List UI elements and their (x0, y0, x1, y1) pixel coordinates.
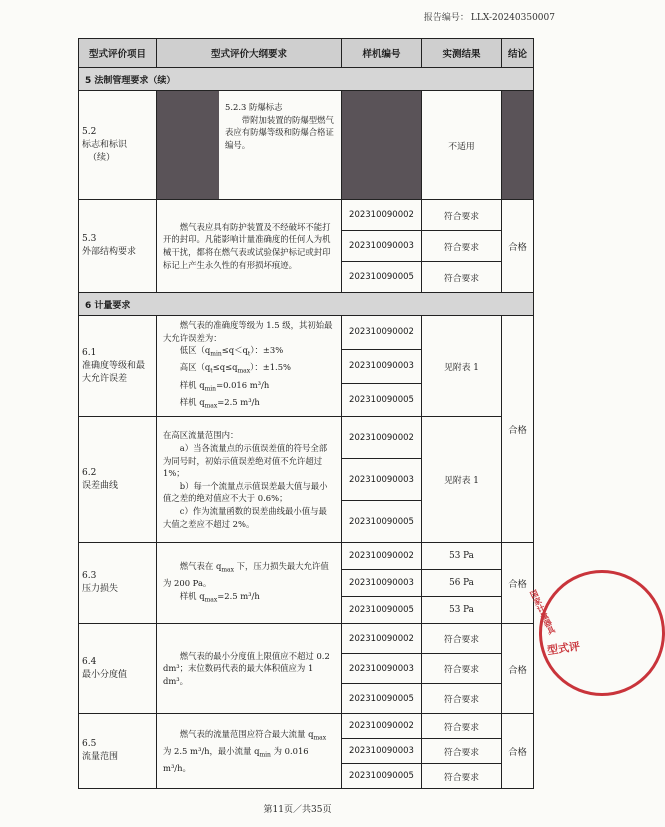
evaluation-table (78, 38, 534, 789)
table-row-6-1 (79, 316, 534, 350)
measured-result: 53 Pa (422, 597, 502, 624)
sample-number: 202310090002 (342, 200, 422, 231)
conclusion-6-1-6-2: 合格 (502, 316, 534, 543)
measured-result: 53 Pa (422, 543, 502, 570)
sample-number: 202310090003 (342, 654, 422, 684)
redaction-block-sample (342, 91, 422, 200)
table-row-6-4 (79, 624, 534, 654)
seal-text: 型式评 (546, 639, 581, 658)
official-seal (528, 570, 595, 710)
measured-result: 56 Pa (422, 570, 502, 597)
item-name: 外部结构要求 (82, 247, 137, 257)
sample-number: 202310090005 (342, 684, 422, 714)
sample-number: 202310090003 (342, 570, 422, 597)
requirement-6-2: 在高区流量范围内： a）当各流量点的示值误差值的符号全部为同号时，初始示值误差绝对值不允许超过 1%； b）每一个流量点示值误差最大值与最小值之差的绝对值应不大于 0.6%； c）作为流量函数的误差曲线最小值与最大值之差应不超过 2%。 (157, 417, 342, 543)
item-5-3 (79, 200, 157, 293)
item-name: 误差曲线 (82, 480, 119, 491)
item-6-4 (79, 624, 157, 714)
measured-result: 符合要求 (422, 764, 502, 789)
table-row-5-3 (79, 200, 534, 231)
section-heading-6: 6 计量要求 (79, 293, 534, 316)
item-name: 最小分度值 (82, 669, 128, 680)
sample-number: 202310090003 (342, 231, 422, 262)
requirement-6-1: 燃气表的准确度等级为 1.5 级，其初始最大允许误差为： 低区$(q_{min}\le q<q_t)$：±3% 高区$(q_t\le q\le q_{max})$：±1.5% 样机 $q_{min}=0.016$ m³/h 样机 $q_{max}=2.5$ m³/h (157, 316, 342, 417)
item-number: 6.2 (82, 467, 97, 478)
col-header-requirement: 型式评价大纲要求 (157, 39, 342, 68)
sample-number: 202310090005 (342, 597, 422, 624)
item-name: 流量范围 (82, 752, 119, 763)
result-5-2: 不适用 (422, 91, 502, 200)
measured-result: 符合要求 (422, 262, 502, 293)
requirement-6-4: 燃气表的最小分度值上限值应不超过 0.2 dm³；末位数码代表的最大体积值应为 1 dm³。 (157, 624, 342, 714)
sample-number: 202310090005 (342, 764, 422, 789)
item-5-2 (79, 91, 157, 200)
redaction-block (157, 91, 219, 199)
item-6-3 (79, 543, 157, 624)
measured-result: 符合要求 (422, 714, 502, 739)
item-6-5 (79, 714, 157, 789)
measured-result: 符合要求 (422, 200, 502, 231)
requirement-5-2 (157, 91, 342, 200)
measured-result: 符合要求 (422, 739, 502, 764)
item-number: 6.5 (82, 739, 97, 750)
item-number: 6.3 (82, 571, 97, 582)
sample-number: 202310090003 (342, 349, 422, 383)
conclusion-6-4: 合格 (502, 624, 534, 714)
sample-number: 202310090002 (342, 714, 422, 739)
requirement-5-3: 燃气表应具有防护装置及不经破坏不能打开的封印。凡能影响计量准确度的任何人为机械干扰，都将在燃气表或试验保护标记或封印标记上产生永久性的有形损坏痕迹。 (157, 200, 342, 293)
conclusion-6-3: 合格 (502, 543, 534, 624)
sample-number: 202310090003 (342, 739, 422, 764)
req-body: 带附加装置的防爆型燃气表应有防爆等级和防爆合格证编号。 (225, 114, 334, 150)
report-number-value: LLX-20240350007 (470, 13, 555, 23)
requirement-6-3: 燃气表在 $q_{max}$ 下，压力损失最大允许值为 200 Pa。 样机 $q_{max}=2.5$ m³/h (157, 543, 342, 624)
table-header-row (79, 39, 534, 68)
section-heading-5: 5 法制管理要求（续） (79, 68, 534, 91)
conclusion-5-3: 合格 (502, 200, 534, 293)
col-header-item: 型式评价项目 (79, 39, 157, 68)
item-name: 标志和标识 (82, 139, 128, 150)
sample-number: 202310090002 (342, 624, 422, 654)
measured-result: 符合要求 (422, 624, 502, 654)
measured-result: 符合要求 (422, 231, 502, 262)
result-6-1: 见附表 1 (422, 316, 502, 417)
report-number-label: 报告编号： (423, 13, 469, 23)
sample-number: 202310090005 (342, 501, 422, 543)
table-row-6-3 (79, 543, 534, 570)
sample-number: 202310090002 (342, 417, 422, 459)
table-row-6-5 (79, 714, 534, 739)
sample-number: 202310090005 (342, 383, 422, 417)
item-6-2 (79, 417, 157, 543)
col-header-result: 实测结果 (422, 39, 502, 68)
item-number: 5.2 (82, 126, 97, 137)
item-name: 压力损失 (82, 584, 119, 595)
table-row-5-2 (79, 91, 534, 200)
measured-result: 符合要求 (422, 654, 502, 684)
table-row-6-2 (79, 417, 534, 459)
report-number (424, 10, 555, 23)
item-name: 准确度等级和最大允许误差 (82, 360, 146, 384)
sample-number: 202310090005 (342, 262, 422, 293)
conclusion-6-5: 合格 (502, 714, 534, 789)
sample-number: 202310090002 (342, 543, 422, 570)
seal-arc-text: 国家计量器具 (528, 588, 557, 636)
item-number: 6.4 (82, 656, 97, 667)
item-6-1 (79, 316, 157, 417)
redaction-block-conclusion (502, 91, 534, 200)
page-number: 第11页／共35页 (263, 805, 332, 815)
item-note: （续） (88, 152, 116, 163)
item-number: 5.3 (82, 234, 97, 244)
sample-number: 202310090003 (342, 459, 422, 501)
requirement-6-5: 燃气表的流量范围应符合最大流量 $q_{max}$ 为 2.5 m³/h，最小流量 $q_{min}$ 为 0.016 m³/h。 (157, 714, 342, 789)
col-header-sample: 样机编号 (342, 39, 422, 68)
col-header-conclusion: 结论 (502, 39, 534, 68)
item-number: 6.1 (82, 347, 97, 358)
req-title: 5.2.3 防爆标志 (225, 102, 283, 112)
sample-number: 202310090002 (342, 316, 422, 350)
measured-result: 符合要求 (422, 684, 502, 714)
result-6-2: 见附表 1 (422, 417, 502, 543)
